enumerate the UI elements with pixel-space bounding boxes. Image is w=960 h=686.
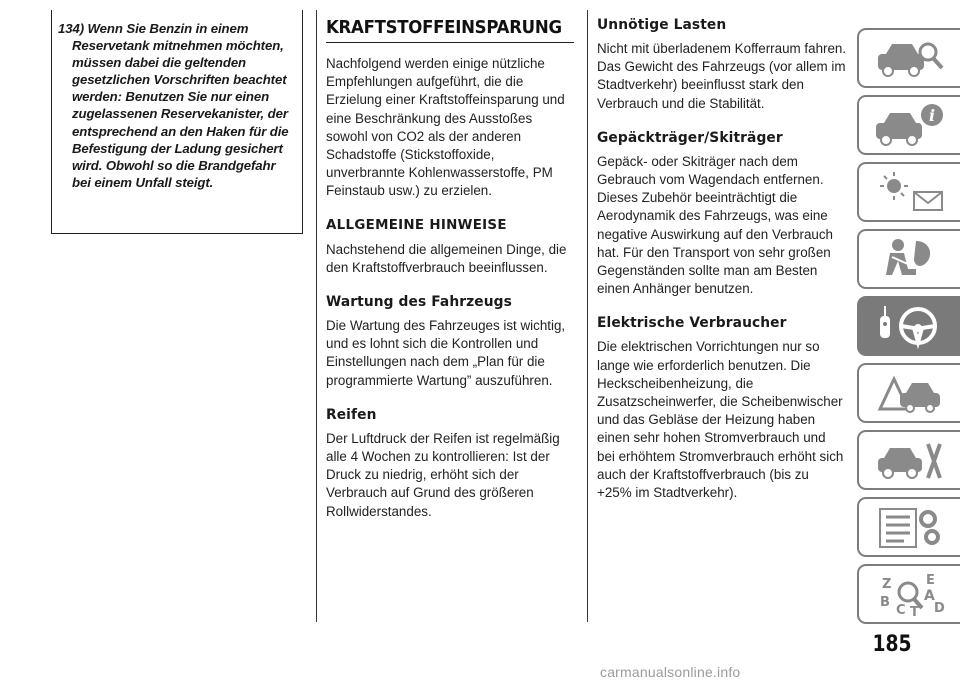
tab-car-info[interactable]: [857, 95, 960, 155]
tab-airbag-seat[interactable]: [857, 229, 960, 289]
index-letter-z: Z: [881, 577, 891, 592]
car-service-icon: [870, 436, 950, 484]
loads-paragraph: Nicht mit überladenem Kofferraum fahren. Das Gewicht des Fahrzeugs (vor allem im Stadtverkehr) beeinflusst stark den Verbrauch und die Stabilität.: [597, 41, 847, 111]
electrical-heading: Elektrische Verbraucher: [597, 315, 787, 332]
electrical-paragraph: Die elektrischen Vorrichtungen nur so lange wie erforderlich benutzen. Die Heckscheibenheizung, die Zusatzscheinwerfer, die Scheibenwischer und das Gebläse der Heizung haben einen sehr hohen Stromverbrauch und bei erhöhtem Stromverbrauch erhöht sich auch der Kraftstoffverbrauch (bis zu +25% im Stadtverkehr).: [597, 339, 844, 501]
tab-key-steering-wheel[interactable]: [857, 296, 960, 356]
general-heading: ALLGEMEINE HINWEISE: [326, 217, 507, 233]
car-breakdown-icon: [870, 369, 950, 417]
tab-car-breakdown[interactable]: [857, 363, 960, 423]
index-letter-t: T: [909, 605, 919, 618]
chapter-tabs: [857, 28, 960, 631]
index-letter-b: B: [879, 595, 890, 610]
general-paragraph: Nachstehend die allgemeinen Dinge, die den Kraftstoffverbrauch beeinflussen.: [326, 241, 567, 275]
page-number: 185: [872, 632, 912, 657]
column-divider-right: [587, 10, 588, 622]
note-box: [51, 10, 303, 234]
intro-paragraph: Nachfolgend werden einige nützliche Empfehlungen aufgeführt, die die Erzielung einer Kraftstoffeinsparung und eine Beschränkung des Ausstoßes sowohl von CO2 als der anderen Schadstoffe (Stickstoffoxide, unverbrannte Kohlenwasserstoffe, PM Feinstaub usw.) zu erzielen.: [326, 56, 565, 199]
tyres-heading: Reifen: [326, 406, 377, 423]
tab-technical-data[interactable]: [857, 497, 960, 557]
index-letter-d: D: [933, 601, 945, 616]
maintenance-paragraph: Die Wartung des Fahrzeuges ist wichtig, und es lohnt sich die Kontrollen und Einstellungen nach dem „Plan für die programmierte Wartung” auszuführen.: [326, 318, 566, 388]
maintenance-heading: Wartung des Fahrzeugs: [326, 294, 512, 311]
watermark: carmanualsonline.info: [600, 664, 741, 680]
alphabetical-index-icon: [870, 570, 950, 618]
tab-alphabetical-index[interactable]: [857, 564, 960, 624]
tab-warning-lights[interactable]: [857, 162, 960, 222]
technical-data-icon: [870, 503, 950, 551]
tyres-paragraph: Der Luftdruck der Reifen ist regelmäßig alle 4 Wochen zu kontrollieren: Ist der Druck zu niedrig, erhöht sich der Verbrauch auf Grund des größeren Rollwiderstandes.: [326, 430, 560, 519]
index-letter-a: A: [923, 588, 935, 604]
title-underline: [326, 42, 574, 43]
tab-car-search[interactable]: [857, 28, 960, 88]
rack-heading: Gepäckträger/Skiträger: [597, 129, 783, 146]
svg-text:i: i: [928, 106, 935, 125]
index-letter-c: C: [895, 603, 906, 618]
note-text: 134) Wenn Sie Benzin in einem Reservetank mitnehmen möchten, müssen dabei die geltenden gesetzlichen Vorschriften beachtet werden: Benutzen Sie nur einen zugelassenen Reservekanister, der entsprechend an den Haken für die Befestigung der Ladung gesichert wird. Obwohl so die Brandgefahr bei einem Unfall steigt.: [58, 21, 289, 190]
key-steering-wheel-icon: [870, 302, 950, 350]
section-title: KRAFTSTOFFEINSPARUNG: [326, 17, 562, 38]
airbag-seat-icon: [870, 235, 950, 283]
column-consumers: [597, 16, 847, 518]
tab-car-service[interactable]: [857, 430, 960, 490]
column-fuel-saving: [326, 16, 576, 537]
column-divider-left: [316, 10, 317, 622]
index-letter-e: E: [925, 573, 935, 588]
rack-paragraph: Gepäck- oder Skiträger nach dem Gebrauch vom Wagendach entfernen. Dieses Zubehör beeinträchtigt die Aerodynamik des Fahrzeugs, was eine negative Auswirkung auf den Verbrauch hat. Für den Transport von sehr großen Gegenständen sollte man am Besten einen Anhänger benutzen.: [597, 153, 833, 297]
car-info-icon: [870, 101, 950, 149]
warning-lights-icon: [870, 168, 950, 216]
car-search-icon: [870, 34, 950, 82]
loads-heading: Unnötige Lasten: [597, 17, 727, 33]
